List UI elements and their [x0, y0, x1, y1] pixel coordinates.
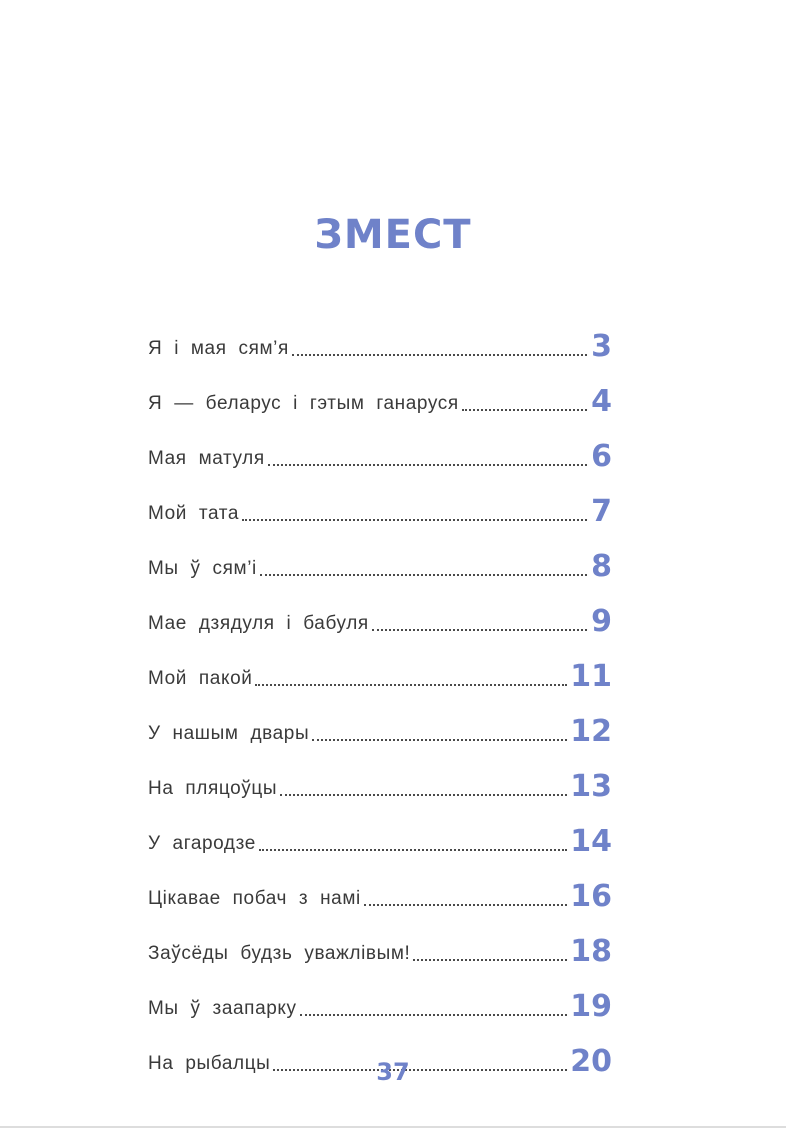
dot-leader	[300, 1014, 568, 1016]
toc-entry	[148, 758, 612, 804]
dot-leader	[255, 684, 567, 686]
toc-entry	[148, 538, 612, 584]
page-number: 37	[376, 1058, 410, 1086]
toc-entry-title: Мы ў сям’і	[148, 558, 257, 579]
toc-entry-title: У агародзе	[148, 833, 256, 854]
toc-entry-title: Мой пакой	[148, 668, 253, 689]
toc-entry-page: 6	[591, 439, 612, 474]
toc-entry	[148, 593, 612, 639]
dot-leader	[292, 354, 587, 356]
toc-entry-title: Мая матуля	[148, 448, 265, 469]
toc-entry	[148, 923, 612, 969]
toc-entry-page: 13	[570, 769, 612, 804]
toc-entry-page: 12	[570, 714, 612, 749]
dot-leader	[242, 519, 587, 521]
toc-entry-page: 4	[591, 384, 612, 419]
dot-leader	[372, 629, 587, 631]
toc-entry-title: Мае дзядуля і бабуля	[148, 613, 369, 634]
toc-entry	[148, 318, 612, 364]
toc-entry	[148, 648, 612, 694]
dot-leader	[259, 849, 567, 851]
toc-entry	[148, 813, 612, 859]
toc-entry-title: Мой тата	[148, 503, 239, 524]
toc-entry-title: Цікавае побач з намі	[148, 888, 361, 909]
toc-entry-page: 8	[591, 549, 612, 584]
toc-entry-title: На рыбалцы	[148, 1053, 271, 1074]
toc-entry	[148, 428, 612, 474]
toc-entry-title: Я — беларус і гэтым ганаруся	[148, 393, 459, 414]
toc-entry-page: 7	[591, 494, 612, 529]
toc-entry-page: 9	[591, 604, 612, 639]
dot-leader	[312, 739, 567, 741]
toc-entry-page: 18	[570, 934, 612, 969]
toc-entry-page: 11	[570, 659, 612, 694]
dot-leader	[413, 959, 567, 961]
page-title: ЗМЕСТ	[314, 212, 472, 258]
toc-entry-title: У нашым двары	[148, 723, 310, 744]
dot-leader	[268, 464, 587, 466]
toc-entry	[148, 978, 612, 1024]
toc-entry-page: 20	[570, 1044, 612, 1079]
toc-entry-page: 19	[570, 989, 612, 1024]
toc-entry	[148, 373, 612, 419]
toc-entry-title: Мы ў заапарку	[148, 998, 297, 1019]
toc-entry	[148, 703, 612, 749]
dot-leader	[280, 794, 567, 796]
page-edge-divider	[0, 1126, 786, 1128]
toc-entry-title: Заўсёды будзь уважлівым!	[148, 943, 411, 964]
toc-entry	[148, 868, 612, 914]
toc-entry-page: 3	[591, 329, 612, 364]
toc-entry	[148, 483, 612, 529]
dot-leader	[462, 409, 587, 411]
toc-entry-title: Я і мая сям’я	[148, 338, 289, 359]
toc-entry-page: 14	[570, 824, 612, 859]
toc-entry-page: 16	[570, 879, 612, 914]
toc-entry-title: На пляцоўцы	[148, 778, 278, 799]
dot-leader	[260, 574, 587, 576]
dot-leader	[364, 904, 567, 906]
